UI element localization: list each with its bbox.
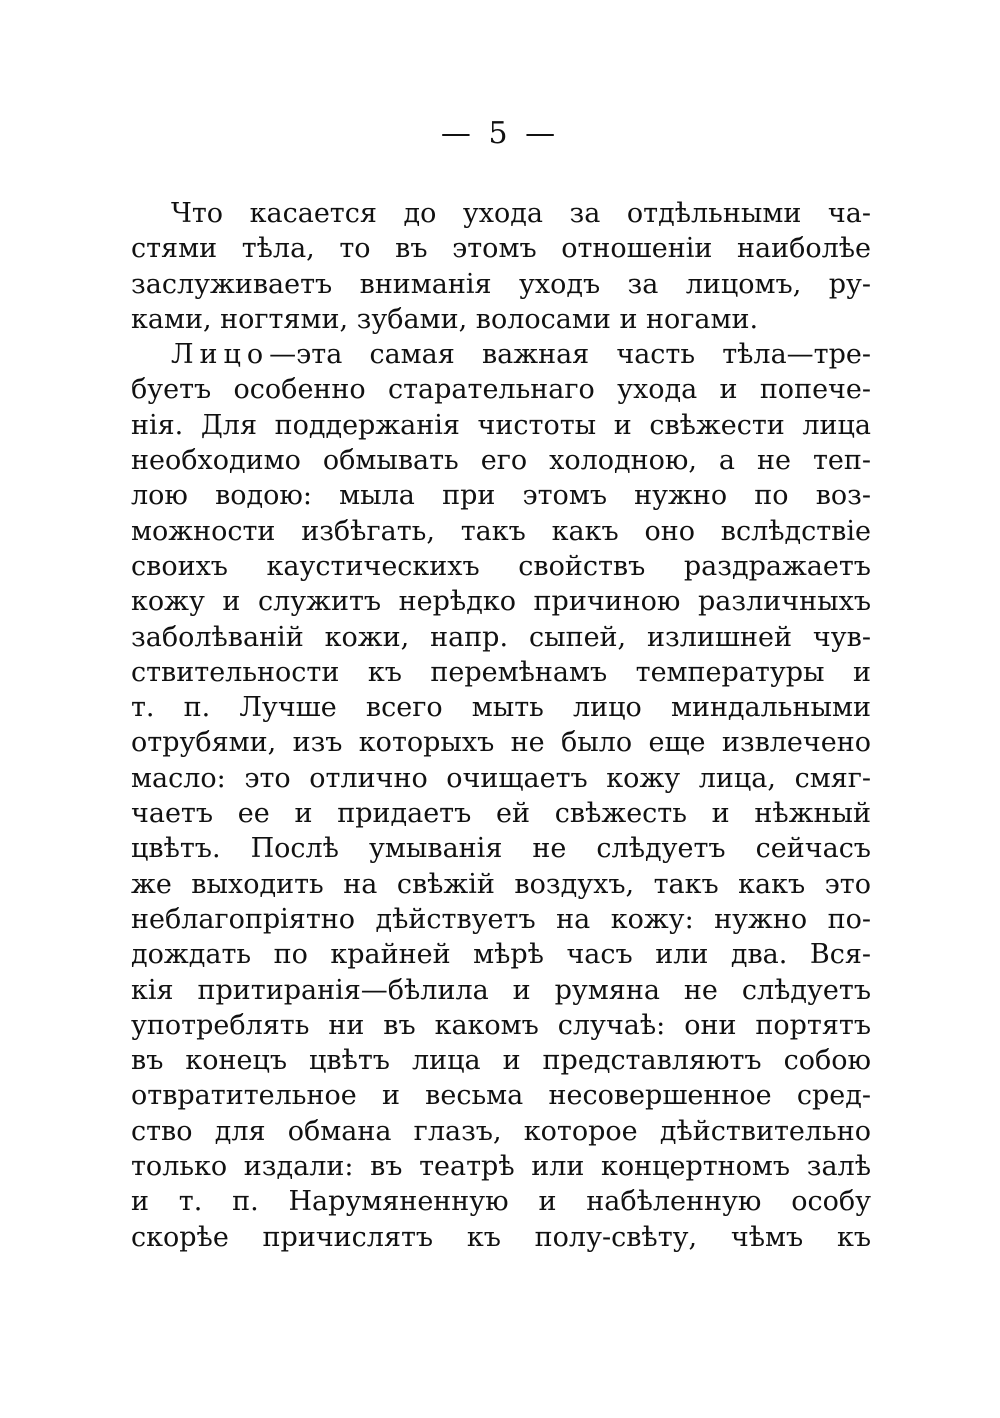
text-line: ствительности къ перемѣнамъ температуры и xyxy=(131,656,871,688)
text-line: употреблять ни въ какомъ случаѣ: они портятъ xyxy=(131,1009,871,1041)
text-line: лою водою: мыла при этомъ нужно по воз- xyxy=(131,480,871,512)
text-line: заболѣваній кожи, напр. сыпей, излишней чув- xyxy=(131,621,871,653)
body-text xyxy=(131,196,871,1255)
text-line: кія притиранія—бѣлила и румяна не слѣдуетъ xyxy=(131,974,871,1006)
paragraph-1 xyxy=(131,196,871,337)
text-line: масло: это отлично очищаетъ кожу лица, смяг- xyxy=(131,762,871,794)
text-line: стями тѣла, то въ этомъ отношеніи наиболѣе xyxy=(131,233,871,265)
paragraph-2 xyxy=(131,337,871,1255)
text-line: скорѣе причислятъ къ полу-свѣту, чѣмъ къ xyxy=(131,1221,871,1253)
text-line: и т. п. Нарумяненную и набѣленную особу xyxy=(131,1186,871,1218)
text-line: Что касается до ухода за отдѣльными ча- xyxy=(171,198,871,229)
text-line: только издали: въ театрѣ или концертномъ залѣ xyxy=(131,1151,871,1183)
text-line: ками, ногтями, зубами, волосами и ногами. xyxy=(131,303,759,335)
text-line: необходимо обмывать его холодною, а не теп- xyxy=(131,445,871,477)
text-line: дождать по крайней мѣрѣ часъ или два. Вся- xyxy=(131,939,871,971)
text-line: заслуживаетъ вниманія уходъ за лицомъ, ру- xyxy=(131,268,871,300)
text-line: чаетъ ее и придаетъ ей свѣжесть и нѣжный xyxy=(131,798,871,830)
text-line: отрубями, изъ которыхъ не было еще извлечено xyxy=(131,727,871,759)
paragraph-lead-word: Лицо xyxy=(171,339,270,371)
page-number: — 5 — xyxy=(440,116,560,151)
text-line: можности избѣгать, такъ какъ оно вслѣдствіе xyxy=(131,515,871,547)
text-line: нія. Для поддержанія чистоты и свѣжести лица xyxy=(131,409,871,441)
text-line: въ конецъ цвѣтъ лица и представляютъ собою xyxy=(131,1045,871,1077)
text-line: же выходить на свѣжій воздухъ, такъ какъ это xyxy=(131,868,871,900)
text-line: ство для обмана глазъ, которое дѣйствительно xyxy=(131,1115,871,1147)
text-line: своихъ каустическихъ свойствъ раздражаетъ xyxy=(131,550,871,582)
text-line: неблагопріятно дѣйствуетъ на кожу: нужно по- xyxy=(131,903,871,935)
text-line: цвѣтъ. Послѣ умыванія не слѣдуетъ сейчасъ xyxy=(131,833,871,865)
text-line: кожу и служитъ нерѣдко причиною различныхъ xyxy=(131,586,871,618)
text-line: т. п. Лучше всего мыть лицо миндальными xyxy=(131,692,871,724)
text-line-rest: —эта самая важная часть тѣла—тре- xyxy=(269,339,871,371)
text-line xyxy=(131,337,871,372)
text-line: буетъ особенно старательнаго ухода и попече- xyxy=(131,374,871,406)
text-line: отвратительное и весьма несовершенное сред- xyxy=(131,1080,871,1112)
